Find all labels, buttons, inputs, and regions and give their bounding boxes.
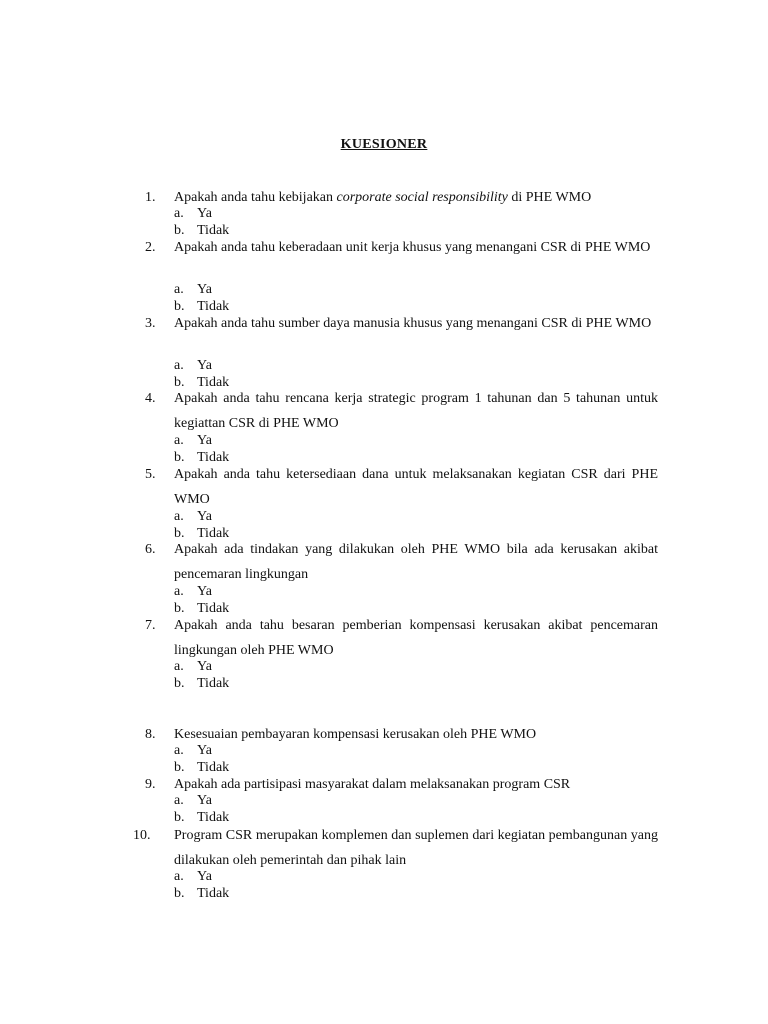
question-text-part: di PHE WMO: [507, 190, 592, 205]
option-label: Tidak: [197, 810, 230, 825]
question-text: Apakah anda tahu rencana kerja strategic program 1 tahunan dan 5 tahunan untuk kegiattan CSR di PHE WMO: [174, 391, 658, 431]
option-letter: b.: [174, 450, 185, 465]
option-a: [174, 205, 212, 222]
option-label: Tidak: [197, 299, 230, 314]
question-number: 5.: [145, 467, 156, 482]
option-label: Tidak: [197, 886, 230, 901]
question-text-italic: corporate social responsibility: [336, 190, 508, 205]
option-label: Ya: [197, 793, 212, 808]
question-number: 7.: [145, 618, 156, 633]
question-number: 3.: [145, 316, 156, 331]
question-text: Apakah anda tahu sumber daya manusia khusus yang menangani CSR di PHE WMO: [174, 316, 652, 331]
option-label: Ya: [197, 584, 212, 599]
option-label: Tidak: [197, 375, 230, 390]
option-a: [174, 658, 212, 675]
option-b: [174, 675, 229, 692]
option-letter: a.: [174, 793, 184, 808]
question-text-part: Apakah anda tahu kebijakan: [174, 190, 337, 205]
question-number: 6.: [145, 542, 156, 557]
option-a: [174, 868, 212, 885]
option-label: Ya: [197, 659, 212, 674]
question-number: 4.: [145, 391, 156, 406]
option-letter: a.: [174, 433, 184, 448]
question-number: 2.: [145, 240, 156, 255]
option-label: Tidak: [197, 223, 230, 238]
question-text: Kesesuaian pembayaran kompensasi kerusakan oleh PHE WMO: [174, 727, 537, 742]
option-label: Ya: [197, 869, 212, 884]
option-a: [174, 508, 212, 525]
option-letter: a.: [174, 206, 184, 221]
question-number: 9.: [145, 777, 156, 792]
option-letter: b.: [174, 676, 185, 691]
option-a: [174, 432, 212, 449]
option-a: [174, 357, 212, 374]
option-label: Tidak: [197, 450, 230, 465]
question-text: Program CSR merupakan komplemen dan suplemen dari kegiatan pembangunan yang dilakukan oleh pemerintah dan pihak lain: [174, 828, 658, 868]
option-label: Tidak: [197, 601, 230, 616]
option-label: Tidak: [197, 526, 230, 541]
question-text: [174, 189, 658, 206]
option-label: Ya: [197, 509, 212, 524]
option-label: Ya: [197, 433, 212, 448]
question-number: 8.: [145, 727, 156, 742]
option-letter: a.: [174, 282, 184, 297]
question-number: 1.: [145, 190, 156, 205]
option-label: Ya: [197, 358, 212, 373]
option-letter: a.: [174, 584, 184, 599]
question-number: 10.: [133, 828, 151, 843]
option-label: Ya: [197, 206, 212, 221]
option-label: Ya: [197, 282, 212, 297]
page-title: KUESIONER: [340, 137, 428, 152]
option-label: Tidak: [197, 760, 230, 775]
option-letter: b.: [174, 375, 185, 390]
option-letter: a.: [174, 659, 184, 674]
option-letter: a.: [174, 869, 184, 884]
option-letter: a.: [174, 358, 184, 373]
option-letter: b.: [174, 886, 185, 901]
option-a: [174, 792, 212, 809]
option-label: Tidak: [197, 676, 230, 691]
option-letter: b.: [174, 526, 185, 541]
option-b: [174, 759, 229, 776]
question-text: Apakah anda tahu ketersediaan dana untuk melaksanakan kegiatan CSR dari PHE WMO: [174, 467, 658, 507]
option-a: [174, 583, 212, 600]
option-letter: b.: [174, 299, 185, 314]
question-text: Apakah anda tahu keberadaan unit kerja khusus yang menangani CSR di PHE WMO: [174, 240, 651, 255]
option-letter: a.: [174, 509, 184, 524]
question-text: Apakah anda tahu besaran pemberian kompensasi kerusakan akibat pencemaran lingkungan oleh PHE WMO: [174, 618, 658, 658]
option-letter: b.: [174, 810, 185, 825]
question-text: Apakah ada tindakan yang dilakukan oleh PHE WMO bila ada kerusakan akibat pencemaran lingkungan: [174, 542, 658, 582]
question-text: Apakah ada partisipasi masyarakat dalam melaksanakan program CSR: [174, 777, 571, 792]
option-letter: b.: [174, 760, 185, 775]
option-a: [174, 281, 212, 298]
option-letter: a.: [174, 743, 184, 758]
option-a: [174, 742, 212, 759]
option-letter: b.: [174, 223, 185, 238]
option-b: [174, 885, 229, 902]
option-letter: b.: [174, 601, 185, 616]
option-label: Ya: [197, 743, 212, 758]
